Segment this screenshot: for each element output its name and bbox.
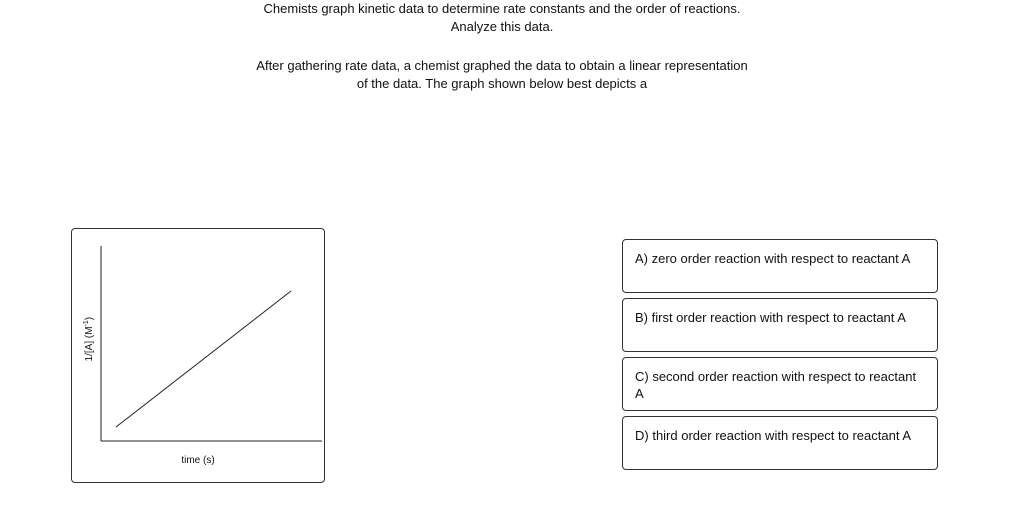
option-d[interactable]: D) third order reaction with respect to reactant A	[622, 416, 938, 470]
option-b[interactable]: B) first order reaction with respect to reactant A	[622, 298, 938, 352]
graph-plot	[72, 229, 326, 484]
question-prompt: After gathering rate data, a chemist graphed the data to obtain a linear representation of the data. The graph shown below best depicts a	[256, 58, 748, 91]
option-a[interactable]: A) zero order reaction with respect to reactant A	[622, 239, 938, 293]
question-intro: Chemists graph kinetic data to determine rate constants and the order of reactions. Analyze this data.	[263, 1, 741, 34]
linear-trend-line	[116, 291, 291, 427]
x-axis-label: time (s)	[181, 455, 215, 466]
y-axis-label: 1/[A] $(M^{-1})$	[82, 316, 96, 362]
option-c[interactable]: C) second order reaction with respect to reactant A	[622, 357, 938, 411]
kinetics-graph	[71, 228, 325, 483]
